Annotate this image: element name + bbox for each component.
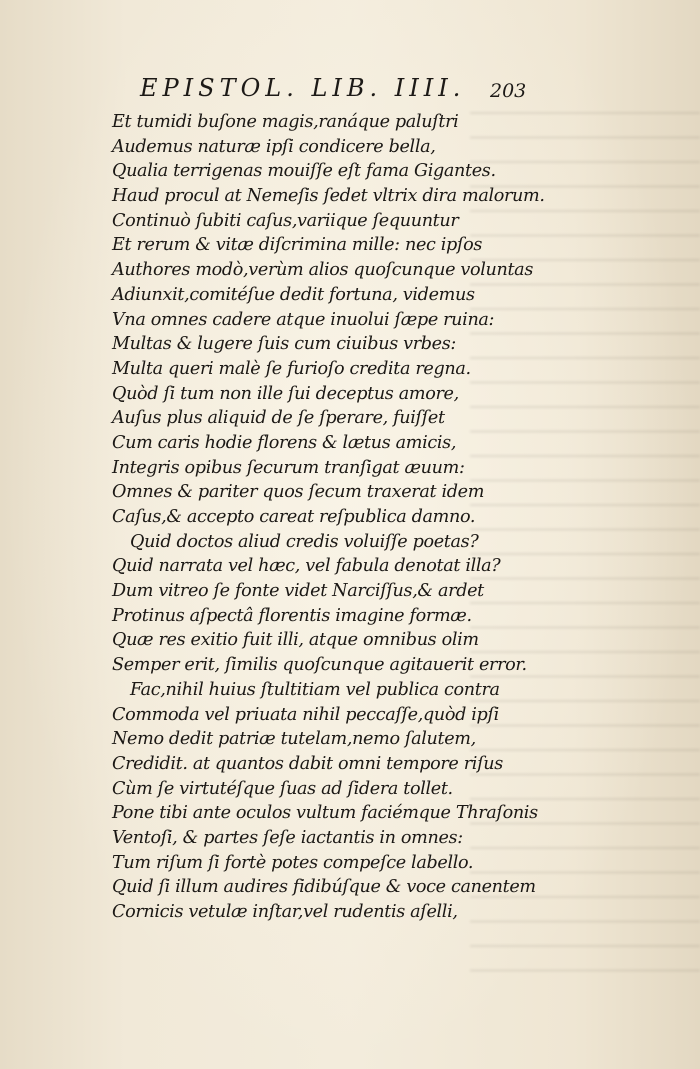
verse-line: Adiunxit,comitéſue dedit fortuna, videmus [112, 284, 475, 305]
verse-line: Tum riſum ſi fortè potes compeſce labello. [112, 852, 474, 873]
verse-line: Quid doctos aliud credis voluiſſe poetas? [130, 531, 479, 552]
verse-line: Et rerum & vitæ diſcrimina mille: nec ipſos [112, 235, 483, 256]
verse-line: Pone tibi ante oculos vultum faciémque Thraſonis [112, 803, 538, 824]
verse-line: Omnes & pariter quos ſecum traxerat idem [112, 482, 485, 503]
verse-line: Credidit. at quantos dabit omni tempore riſus [112, 753, 503, 774]
verse-line: Ventoſi, & partes ſeſe iactantis in omnes: [112, 827, 463, 848]
verse-line: Auſus plus aliquid de ſe ſperare, fuiſſet [112, 408, 445, 429]
verse-line: Fac,nihil huius ſtultitiam vel publica contra [130, 679, 500, 700]
verse-line: Quid ſi illum audires fidibúſque & voce canentem [112, 877, 536, 898]
verse-line: Quid narrata vel hæc, vel fabula denotat illa? [112, 556, 501, 577]
verse-line: Dum vitreo ſe fonte videt Narciſſus,& ardet [112, 581, 484, 602]
verse-line: Cornicis vetulæ inſtar,vel rudentis aſelli, [112, 902, 458, 922]
verse-line: Vna omnes cadere atque inuolui ſæpe ruina: [112, 309, 495, 330]
verse-text-block [112, 110, 545, 940]
page-number: 203 [490, 80, 527, 102]
verse-line: Quòd ſi tum non ille ſui deceptus amore, [112, 383, 459, 404]
verse-line: Qualia terrigenas mouiſſe eſt fama Gigantes. [112, 161, 496, 182]
verse-line: Integris opibus ſecurum tranſigat æuum: [112, 457, 465, 478]
running-head: EPISTOL. LIB. IIII. [140, 74, 466, 102]
verse-line: Quæ res exitio fuit illi, atque omnibus olim [112, 630, 479, 651]
verse-line: Nemo dedit patriæ tutelam,nemo ſalutem, [112, 729, 476, 750]
verse-line: Cùm ſe virtutéſque ſuas ad ſidera tollet. [112, 778, 453, 799]
verse-line: Haud procul at Nemeſis ſedet vltrix dira malorum. [112, 186, 545, 207]
verse-line: Continuò ſubiti caſus,variique ſequuntur [112, 210, 459, 231]
verse-line: Semper erit, ſimilis quoſcunque agitauerit error. [112, 655, 527, 676]
verse-line: Caſus,& accepto careat reſpublica damno. [112, 507, 476, 527]
verse-line: Audemus naturæ ipſi condicere bella, [112, 136, 436, 157]
verse-line: Multa queri malè ſe furioſo credita regna. [112, 358, 471, 379]
verse-line: Authores modò,verùm alios quoſcunque voluntas [112, 260, 533, 281]
verse-line: Cum caris hodie florens & lætus amicis, [112, 432, 457, 453]
verse-line: Protinus aſpectâ florentis imagine formæ. [112, 605, 472, 626]
verse-line: Multas & lugere ſuis cum ciuibus vrbes: [112, 334, 456, 355]
page-header [140, 70, 540, 106]
verse-line: Commoda vel priuata nihil peccaſſe,quòd ipſi [112, 704, 499, 725]
verse-line: Et tumidi buſone magis,ranáque paluſtri [112, 112, 459, 132]
